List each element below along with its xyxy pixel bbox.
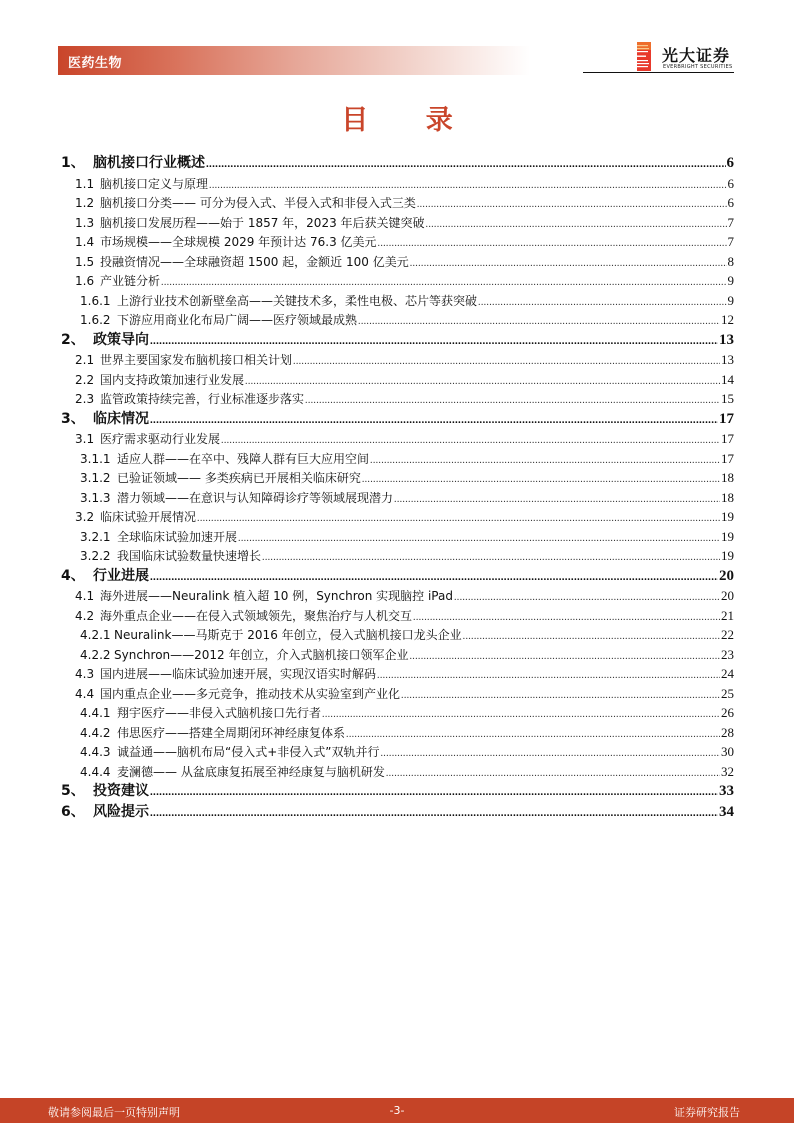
toc-entry-number: 3.2.2 bbox=[80, 549, 111, 563]
toc-entry-page: 20 bbox=[721, 588, 734, 603]
toc-entry-title: 行业进展 bbox=[93, 567, 149, 584]
toc-entry-number: 3.1.1 bbox=[80, 451, 111, 466]
everbright-logo-icon bbox=[637, 42, 651, 71]
toc-entry-title: 临床情况 bbox=[93, 410, 149, 427]
toc-leader-dots bbox=[245, 372, 720, 392]
toc-entry-page: 6 bbox=[727, 175, 734, 191]
toc-entry-page: 26 bbox=[721, 705, 734, 720]
toc-entry-page: 13 bbox=[719, 331, 734, 348]
toc-entry-number: 4.4.2 bbox=[80, 725, 111, 740]
page-title: 目 录 bbox=[341, 105, 477, 136]
toc-leader-dots bbox=[386, 764, 720, 784]
toc-entry-page: 32 bbox=[721, 763, 734, 779]
toc-entry-page: 17 bbox=[719, 410, 734, 427]
toc-entry-title: 投资建议 bbox=[93, 783, 149, 799]
toc-entry[interactable] bbox=[61, 606, 734, 626]
toc-entry-number: 1.5 bbox=[75, 254, 95, 269]
toc-entry-number: 1.2 bbox=[75, 196, 95, 210]
toc-entry-number: 1.3 bbox=[75, 215, 95, 230]
toc-entry[interactable] bbox=[61, 429, 734, 449]
toc-entry[interactable] bbox=[61, 389, 734, 409]
toc-entry-title: 下游应用商业化布局广阔——医疗领域最成熟 bbox=[117, 313, 358, 327]
brand-name-cn: 光大证券 bbox=[662, 46, 731, 65]
toc-entry-title: 翔宇医疗——非侵入式脑机接口先行者 bbox=[117, 706, 322, 720]
toc-entry-title: 适应人群——在卒中、残障人群有巨大应用空间 bbox=[117, 451, 370, 466]
toc-entry-title: 临床试验开展情况 bbox=[100, 510, 197, 524]
toc-entry[interactable] bbox=[61, 507, 734, 527]
toc-entry-number: 4.4.3 bbox=[80, 745, 111, 759]
toc-entry-page: 34 bbox=[719, 803, 734, 820]
toc-entry-number: 1.6.1 bbox=[80, 293, 111, 308]
toc-entry[interactable] bbox=[61, 252, 734, 272]
toc-entry-page: 15 bbox=[721, 391, 734, 406]
toc-leader-dots bbox=[206, 154, 726, 175]
toc-leader-dots bbox=[150, 331, 718, 352]
toc-entry-title: 产业链分析 bbox=[100, 274, 161, 288]
toc-entry[interactable] bbox=[61, 370, 734, 390]
toc-entry-number: 3.2 bbox=[75, 510, 95, 524]
toc-entry-number: 4、 bbox=[61, 567, 85, 584]
toc-leader-dots bbox=[150, 782, 718, 803]
toc-entry-title: 脑机接口分类—— 可分为侵入式、半侵入式和非侵入式三类 bbox=[100, 196, 416, 210]
toc-entry[interactable] bbox=[61, 546, 734, 566]
toc-entry-page: 9 bbox=[727, 292, 734, 308]
toc-entry-page: 18 bbox=[721, 489, 734, 505]
toc-entry-title: 医疗需求驱动行业发展 bbox=[100, 432, 221, 446]
toc-entry-title: 国内进展——临床试验加速开展，实现汉语实时解码 bbox=[100, 667, 377, 681]
toc-entry[interactable] bbox=[61, 645, 734, 665]
toc-entry-page: 19 bbox=[721, 528, 734, 544]
header-rule bbox=[583, 72, 734, 73]
toc-entry[interactable] bbox=[61, 703, 734, 723]
toc-entry[interactable] bbox=[61, 527, 734, 547]
toc-entry-number: 2.1 bbox=[75, 353, 95, 367]
toc-entry[interactable] bbox=[61, 193, 734, 213]
toc-entry-title: 脑机接口定义与原理 bbox=[100, 176, 209, 191]
toc-entry-page: 33 bbox=[719, 783, 734, 799]
toc-entry-page: 22 bbox=[721, 627, 734, 642]
toc-entry-number: 3.1.2 bbox=[80, 471, 111, 485]
footer-report-type: 证券研究报告 bbox=[674, 1106, 740, 1119]
toc-entry-title: Synchron——2012 年创立，介入式脑机接口领军企业 bbox=[114, 647, 409, 662]
toc-entry[interactable] bbox=[61, 664, 734, 684]
toc-entry-number: 5、 bbox=[61, 783, 85, 799]
toc-leader-dots bbox=[378, 234, 727, 254]
toc-entry[interactable] bbox=[61, 409, 734, 430]
toc-entry-page: 17 bbox=[721, 431, 734, 446]
toc-entry[interactable] bbox=[61, 153, 734, 174]
toc-entry-page: 13 bbox=[721, 352, 734, 367]
toc-entry-number: 4.3 bbox=[75, 667, 95, 681]
toc-entry-title: 麦澜德—— 从盆底康复拓展至神经康复与脑机研发 bbox=[117, 764, 385, 779]
toc-entry-title: 上游行业技术创新壁垒高——关键技术多，柔性电极、芯片等获突破 bbox=[117, 293, 478, 308]
toc-entry-number: 4.4 bbox=[75, 686, 95, 701]
toc-leader-dots bbox=[401, 686, 720, 706]
toc-leader-dots bbox=[417, 195, 727, 215]
toc-entry-page: 6 bbox=[727, 195, 734, 210]
brand-name-en: EVERBRIGHT SECURITIES bbox=[663, 64, 733, 70]
toc-entry-number: 1.6 bbox=[75, 274, 95, 288]
toc-entry-number: 6、 bbox=[61, 803, 85, 820]
toc-entry-page: 28 bbox=[721, 724, 734, 740]
toc-leader-dots bbox=[410, 647, 721, 667]
toc-entry-title: 海外重点企业——在侵入式领域领先，聚焦治疗与人机交互 bbox=[100, 608, 413, 623]
toc-entry-title: 国内重点企业——多元竞争，推动技术从实验室到产业化 bbox=[100, 686, 401, 701]
toc-leader-dots bbox=[209, 176, 726, 196]
toc-entry-page: 24 bbox=[721, 666, 734, 681]
toc-entry-page: 14 bbox=[721, 371, 734, 387]
toc-leader-dots bbox=[426, 215, 727, 235]
toc-entry-page: 25 bbox=[721, 685, 734, 701]
toc-entry-title: 世界主要国家发布脑机接口相关计划 bbox=[100, 353, 293, 367]
toc-entry[interactable] bbox=[61, 742, 734, 762]
table-of-contents bbox=[61, 153, 734, 822]
toc-entry[interactable] bbox=[61, 762, 734, 782]
toc-leader-dots bbox=[358, 312, 720, 332]
page-footer bbox=[0, 1098, 794, 1123]
toc-entry-title: 市场规模——全球规模 2029 年预计达 76.3 亿美元 bbox=[100, 235, 377, 249]
toc-entry[interactable] bbox=[61, 684, 734, 704]
toc-entry-title: 国内支持政策加速行业发展 bbox=[100, 372, 245, 387]
toc-leader-dots bbox=[454, 588, 720, 608]
toc-entry[interactable] bbox=[61, 330, 734, 351]
toc-entry-number: 4.2.2 bbox=[80, 647, 111, 662]
toc-leader-dots bbox=[262, 548, 720, 568]
toc-entry-page: 19 bbox=[721, 548, 734, 563]
toc-entry-title: Neuralink——马斯克于 2016 年创立，侵入式脑机接口龙头企业 bbox=[114, 628, 462, 642]
toc-entry-page: 19 bbox=[721, 509, 734, 524]
toc-leader-dots bbox=[221, 431, 720, 451]
toc-entry-page: 30 bbox=[721, 744, 734, 759]
toc-entry-number: 4.4.1 bbox=[80, 706, 111, 720]
toc-entry-number: 1、 bbox=[61, 155, 85, 171]
toc-entry[interactable] bbox=[61, 586, 734, 606]
toc-entry-page: 8 bbox=[727, 253, 734, 269]
toc-entry[interactable] bbox=[61, 350, 734, 370]
toc-entry-title: 全球临床试验加速开展 bbox=[117, 529, 238, 544]
toc-entry[interactable] bbox=[61, 232, 734, 252]
toc-entry-number: 3、 bbox=[61, 410, 85, 427]
toc-entry[interactable] bbox=[61, 310, 734, 330]
toc-leader-dots bbox=[381, 744, 721, 764]
toc-entry-page: 17 bbox=[721, 450, 734, 466]
toc-leader-dots bbox=[322, 705, 720, 725]
toc-entry-page: 20 bbox=[719, 567, 734, 584]
toc-entry-page: 18 bbox=[721, 470, 734, 485]
toc-entry[interactable] bbox=[61, 781, 734, 802]
toc-entry-number: 1.4 bbox=[75, 235, 95, 249]
toc-leader-dots bbox=[150, 410, 718, 431]
toc-leader-dots bbox=[197, 509, 720, 529]
toc-entry-title: 海外进展——Neuralink 植入超 10 例，Synchron 实现脑控 iPad bbox=[100, 589, 453, 603]
toc-entry-page: 12 bbox=[721, 312, 734, 327]
toc-entry-number: 1.1 bbox=[75, 176, 95, 191]
toc-entry[interactable] bbox=[61, 271, 734, 291]
toc-entry-number: 3.1 bbox=[75, 432, 95, 446]
toc-leader-dots bbox=[413, 608, 720, 628]
toc-leader-dots bbox=[150, 567, 718, 588]
toc-entry-number: 3.1.3 bbox=[80, 490, 111, 505]
toc-entry[interactable] bbox=[61, 468, 734, 488]
toc-entry-page: 7 bbox=[727, 214, 734, 230]
toc-entry-title: 风险提示 bbox=[93, 803, 149, 820]
toc-entry-title: 脑机接口发展历程——始于 1857 年，2023 年后获关键突破 bbox=[100, 215, 425, 230]
toc-leader-dots bbox=[463, 627, 720, 647]
toc-entry-number: 1.6.2 bbox=[80, 313, 111, 327]
toc-entry-number: 2、 bbox=[61, 331, 85, 348]
toc-leader-dots bbox=[370, 451, 720, 471]
toc-leader-dots bbox=[394, 490, 720, 510]
toc-entry-number: 4.4.4 bbox=[80, 764, 111, 779]
toc-entry-title: 潜力领域——在意识与认知障碍诊疗等领域展现潜力 bbox=[117, 490, 394, 505]
toc-leader-dots bbox=[238, 529, 720, 549]
toc-leader-dots bbox=[293, 352, 720, 372]
toc-entry[interactable] bbox=[61, 566, 734, 587]
section-tag: 医药生物 bbox=[68, 56, 123, 71]
toc-leader-dots bbox=[346, 725, 720, 745]
toc-leader-dots bbox=[410, 254, 727, 274]
toc-entry[interactable] bbox=[61, 449, 734, 469]
toc-entry-title: 政策导向 bbox=[93, 331, 149, 348]
toc-entry-number: 3.2.1 bbox=[80, 529, 111, 544]
toc-entry[interactable] bbox=[61, 723, 734, 743]
toc-entry[interactable] bbox=[61, 802, 734, 823]
toc-entry-title: 我国临床试验数量快速增长 bbox=[117, 549, 262, 563]
toc-entry-title: 诚益通——脑机布局“侵入式+非侵入式”双轨并行 bbox=[117, 745, 380, 759]
toc-entry[interactable] bbox=[61, 291, 734, 311]
toc-entry-title: 已验证领域—— 多类疾病已开展相关临床研究 bbox=[117, 471, 361, 485]
toc-entry-number: 4.2 bbox=[75, 608, 95, 623]
toc-leader-dots bbox=[161, 273, 726, 293]
toc-entry-number: 4.2.1 bbox=[80, 628, 111, 642]
toc-entry[interactable] bbox=[61, 174, 734, 194]
toc-entry[interactable] bbox=[61, 488, 734, 508]
toc-entry-title: 脑机接口行业概述 bbox=[93, 155, 205, 171]
toc-entry-page: 23 bbox=[721, 646, 734, 662]
toc-entry[interactable] bbox=[61, 213, 734, 233]
page-number: -3- bbox=[389, 1104, 405, 1117]
toc-entry-title: 监管政策持续完善，行业标准逐步落实 bbox=[100, 392, 305, 406]
toc-leader-dots bbox=[305, 391, 720, 411]
toc-entry-page: 7 bbox=[727, 234, 734, 249]
toc-leader-dots bbox=[478, 293, 726, 313]
toc-entry-title: 投融资情况——全球融资超 1500 起，金额近 100 亿美元 bbox=[100, 254, 409, 269]
toc-leader-dots bbox=[377, 666, 720, 686]
section-banner bbox=[58, 46, 530, 75]
toc-entry-number: 2.2 bbox=[75, 372, 95, 387]
toc-entry-page: 6 bbox=[726, 155, 734, 171]
footer-disclaimer: 敬请参阅最后一页特别声明 bbox=[48, 1106, 180, 1119]
toc-leader-dots bbox=[362, 470, 720, 490]
toc-entry-title: 伟思医疗——搭建全周期闭环神经康复体系 bbox=[117, 725, 346, 740]
toc-entry-page: 9 bbox=[727, 273, 734, 288]
toc-entry[interactable] bbox=[61, 625, 734, 645]
toc-entry-number: 4.1 bbox=[75, 589, 95, 603]
toc-entry-page: 21 bbox=[721, 607, 734, 623]
toc-leader-dots bbox=[150, 803, 718, 824]
toc-entry-number: 2.3 bbox=[75, 392, 95, 406]
